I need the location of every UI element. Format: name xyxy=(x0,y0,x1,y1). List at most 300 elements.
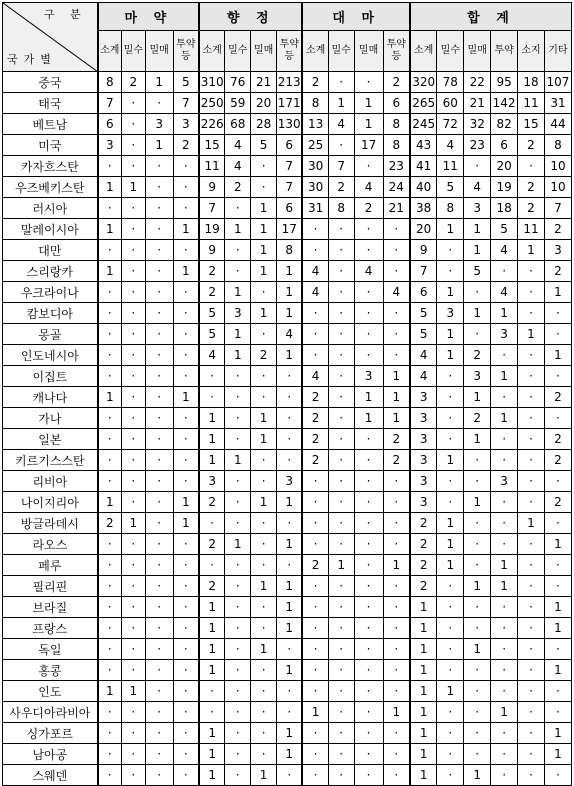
value-cell: · xyxy=(491,765,518,786)
value-cell: · xyxy=(251,681,277,702)
value-cell: · xyxy=(544,765,571,786)
value-cell: · xyxy=(145,492,173,513)
value-cell: 1 xyxy=(173,219,199,240)
value-cell: 1 xyxy=(251,429,277,450)
value-cell: 1 xyxy=(277,261,303,282)
value-cell: · xyxy=(121,408,145,429)
value-cell: 2 xyxy=(518,198,545,219)
value-cell: · xyxy=(121,534,145,555)
value-cell: · xyxy=(518,156,545,177)
value-cell: · xyxy=(251,702,277,723)
value-cell: · xyxy=(121,240,145,261)
value-cell: 2 xyxy=(518,135,545,156)
value-cell: 1 xyxy=(464,429,491,450)
value-cell: · xyxy=(302,471,328,492)
subcolumn-header: 소계 xyxy=(302,31,328,72)
country-name-cell: 사우디아라비아 xyxy=(3,702,98,723)
group-header-total: 합 계 xyxy=(410,3,572,31)
value-cell: · xyxy=(437,576,464,597)
value-cell: · xyxy=(251,471,277,492)
value-cell: 1 xyxy=(544,534,571,555)
value-cell: · xyxy=(98,576,122,597)
country-name-cell: 일본 xyxy=(3,429,98,450)
subcolumn-header: 소계 xyxy=(410,31,437,72)
table-row xyxy=(3,534,572,555)
value-cell: · xyxy=(328,639,354,660)
table-row xyxy=(3,492,572,513)
value-cell: · xyxy=(145,471,173,492)
value-cell: 1 xyxy=(464,576,491,597)
table-row xyxy=(3,93,572,114)
value-cell: 3 xyxy=(410,450,437,471)
country-name-cell: 대만 xyxy=(3,240,98,261)
value-cell: 3 xyxy=(410,429,437,450)
value-cell: · xyxy=(173,660,199,681)
value-cell: · xyxy=(491,723,518,744)
table-row xyxy=(3,450,572,471)
value-cell: 2 xyxy=(251,345,277,366)
value-cell: · xyxy=(173,555,199,576)
value-cell: 5 xyxy=(410,303,437,324)
value-cell: 24 xyxy=(383,177,410,198)
value-cell: · xyxy=(328,261,354,282)
value-cell: · xyxy=(145,345,173,366)
country-name-cell: 베트남 xyxy=(3,114,98,135)
value-cell: 20 xyxy=(251,93,277,114)
value-cell: · xyxy=(464,450,491,471)
value-cell: 1 xyxy=(98,219,122,240)
value-cell: · xyxy=(302,534,328,555)
value-cell: 1 xyxy=(437,513,464,534)
value-cell: 1 xyxy=(173,492,199,513)
value-cell: 1 xyxy=(199,765,225,786)
value-cell: · xyxy=(145,408,173,429)
value-cell: 2 xyxy=(302,72,328,93)
value-cell: · xyxy=(251,513,277,534)
value-cell: · xyxy=(98,597,122,618)
value-cell: 1 xyxy=(225,219,251,240)
value-cell: · xyxy=(98,156,122,177)
country-name-cell: 카자흐스탄 xyxy=(3,156,98,177)
value-cell: · xyxy=(173,744,199,765)
value-cell: · xyxy=(328,303,354,324)
value-cell: · xyxy=(302,765,328,786)
value-cell: · xyxy=(121,282,145,303)
value-cell: · xyxy=(145,723,173,744)
value-cell: · xyxy=(437,702,464,723)
value-cell: 76 xyxy=(225,72,251,93)
country-name-cell: 말레이시아 xyxy=(3,219,98,240)
value-cell: · xyxy=(354,639,383,660)
value-cell: 2 xyxy=(199,261,225,282)
value-cell: · xyxy=(225,387,251,408)
value-cell: · xyxy=(437,261,464,282)
value-cell: 2 xyxy=(410,576,437,597)
value-cell: · xyxy=(173,576,199,597)
value-cell: 1 xyxy=(145,72,173,93)
value-cell: · xyxy=(544,576,571,597)
value-cell: · xyxy=(251,660,277,681)
country-name-cell: 라오스 xyxy=(3,534,98,555)
value-cell: 265 xyxy=(410,93,437,114)
value-cell: · xyxy=(354,303,383,324)
value-cell: 1 xyxy=(437,282,464,303)
country-name-cell: 리비아 xyxy=(3,471,98,492)
value-cell: 23 xyxy=(464,135,491,156)
value-cell: · xyxy=(354,765,383,786)
value-cell: · xyxy=(518,450,545,471)
country-name-cell: 홍콩 xyxy=(3,660,98,681)
value-cell: 6 xyxy=(277,198,303,219)
value-cell: · xyxy=(145,450,173,471)
table-row xyxy=(3,261,572,282)
value-cell: · xyxy=(464,471,491,492)
value-cell: · xyxy=(145,324,173,345)
value-cell: · xyxy=(383,597,410,618)
value-cell: · xyxy=(328,72,354,93)
value-cell: 1 xyxy=(354,93,383,114)
value-cell: · xyxy=(518,618,545,639)
value-cell: 2 xyxy=(544,219,571,240)
value-cell: · xyxy=(491,681,518,702)
value-cell: · xyxy=(383,534,410,555)
value-cell: 1 xyxy=(98,387,122,408)
value-cell: 1 xyxy=(464,219,491,240)
value-cell: 1 xyxy=(277,576,303,597)
value-cell: · xyxy=(437,492,464,513)
value-cell: · xyxy=(544,366,571,387)
value-cell: · xyxy=(302,744,328,765)
value-cell: · xyxy=(145,282,173,303)
value-cell: · xyxy=(98,429,122,450)
value-cell: 2 xyxy=(173,135,199,156)
value-cell: · xyxy=(354,681,383,702)
value-cell: 1 xyxy=(225,282,251,303)
value-cell: 6 xyxy=(383,93,410,114)
value-cell: 30 xyxy=(302,177,328,198)
value-cell: · xyxy=(121,198,145,219)
value-cell: 4 xyxy=(199,345,225,366)
value-cell: · xyxy=(302,597,328,618)
value-cell: 17 xyxy=(354,135,383,156)
value-cell: 5 xyxy=(491,219,518,240)
value-cell: · xyxy=(437,240,464,261)
value-cell: · xyxy=(199,513,225,534)
value-cell: · xyxy=(121,702,145,723)
value-cell: · xyxy=(121,492,145,513)
value-cell: 1 xyxy=(251,492,277,513)
value-cell: 1 xyxy=(491,702,518,723)
value-cell: 4 xyxy=(464,177,491,198)
table-row xyxy=(3,177,572,198)
value-cell: · xyxy=(173,597,199,618)
value-cell: · xyxy=(121,450,145,471)
value-cell: 2 xyxy=(410,534,437,555)
value-cell: · xyxy=(302,660,328,681)
value-cell: · xyxy=(383,765,410,786)
value-cell: 3 xyxy=(464,366,491,387)
value-cell: 2 xyxy=(544,429,571,450)
value-cell: · xyxy=(383,492,410,513)
value-cell: · xyxy=(328,744,354,765)
value-cell: · xyxy=(328,366,354,387)
value-cell: · xyxy=(544,324,571,345)
value-cell: 41 xyxy=(410,156,437,177)
value-cell: · xyxy=(491,660,518,681)
country-name-cell: 스웨덴 xyxy=(3,765,98,786)
value-cell: 8 xyxy=(277,240,303,261)
value-cell: 4 xyxy=(225,135,251,156)
value-cell: · xyxy=(121,114,145,135)
value-cell: 130 xyxy=(277,114,303,135)
value-cell: 1 xyxy=(199,723,225,744)
value-cell: 13 xyxy=(302,114,328,135)
value-cell: · xyxy=(145,156,173,177)
value-cell: 11 xyxy=(518,219,545,240)
value-cell: · xyxy=(145,93,173,114)
value-cell: 1 xyxy=(410,618,437,639)
value-cell: · xyxy=(518,408,545,429)
value-cell: 226 xyxy=(199,114,225,135)
country-name-cell: 미국 xyxy=(3,135,98,156)
value-cell: 23 xyxy=(383,156,410,177)
value-cell: · xyxy=(98,198,122,219)
subcolumn-header: 투약 xyxy=(491,31,518,72)
value-cell: 7 xyxy=(199,198,225,219)
table-row xyxy=(3,408,572,429)
value-cell: · xyxy=(145,681,173,702)
table-row xyxy=(3,471,572,492)
value-cell: · xyxy=(437,597,464,618)
value-cell: 1 xyxy=(544,744,571,765)
value-cell: 1 xyxy=(328,93,354,114)
value-cell: 4 xyxy=(410,366,437,387)
value-cell: 1 xyxy=(225,450,251,471)
value-cell: 1 xyxy=(491,303,518,324)
value-cell: · xyxy=(328,324,354,345)
value-cell: 1 xyxy=(544,723,571,744)
value-cell: · xyxy=(328,240,354,261)
value-cell: · xyxy=(225,639,251,660)
value-cell: · xyxy=(464,618,491,639)
value-cell: 30 xyxy=(302,156,328,177)
value-cell: · xyxy=(277,450,303,471)
value-cell: · xyxy=(518,681,545,702)
value-cell: 250 xyxy=(199,93,225,114)
value-cell: 43 xyxy=(410,135,437,156)
value-cell: 4 xyxy=(491,240,518,261)
value-cell: 4 xyxy=(225,156,251,177)
value-cell: 9 xyxy=(199,240,225,261)
value-cell: 8 xyxy=(302,93,328,114)
country-name-cell: 브라질 xyxy=(3,597,98,618)
subcolumn-header: 소계 xyxy=(98,31,122,72)
value-cell: · xyxy=(173,345,199,366)
table-row xyxy=(3,387,572,408)
value-cell: 7 xyxy=(410,261,437,282)
value-cell: · xyxy=(277,429,303,450)
table-row xyxy=(3,366,572,387)
group-header-psychotropics: 향 정 xyxy=(199,3,302,31)
country-name-cell: 인도 xyxy=(3,681,98,702)
value-cell: · xyxy=(145,576,173,597)
value-cell: 5 xyxy=(251,135,277,156)
value-cell: · xyxy=(121,261,145,282)
value-cell: 5 xyxy=(464,261,491,282)
value-cell: 21 xyxy=(464,93,491,114)
value-cell: 20 xyxy=(491,156,518,177)
value-cell: · xyxy=(277,555,303,576)
table-row xyxy=(3,681,572,702)
table-row xyxy=(3,303,572,324)
value-cell: · xyxy=(383,639,410,660)
value-cell: · xyxy=(251,723,277,744)
country-name-cell: 독일 xyxy=(3,639,98,660)
value-cell: 2 xyxy=(544,387,571,408)
value-cell: · xyxy=(328,660,354,681)
value-cell: 2 xyxy=(302,408,328,429)
country-name-cell: 방글라데시 xyxy=(3,513,98,534)
value-cell: 1 xyxy=(437,681,464,702)
value-cell: · xyxy=(464,282,491,303)
value-cell: · xyxy=(145,387,173,408)
value-cell: · xyxy=(302,639,328,660)
value-cell: 4 xyxy=(302,366,328,387)
value-cell: · xyxy=(121,597,145,618)
value-cell: · xyxy=(328,597,354,618)
value-cell: · xyxy=(464,324,491,345)
value-cell: 1 xyxy=(199,450,225,471)
value-cell: · xyxy=(328,345,354,366)
value-cell: 11 xyxy=(518,93,545,114)
value-cell: · xyxy=(121,219,145,240)
value-cell: 1 xyxy=(277,723,303,744)
value-cell: · xyxy=(98,723,122,744)
value-cell: · xyxy=(121,576,145,597)
value-cell: · xyxy=(98,366,122,387)
value-cell: · xyxy=(121,387,145,408)
country-name-cell: 나이지리아 xyxy=(3,492,98,513)
value-cell: 4 xyxy=(277,324,303,345)
value-cell: · xyxy=(145,765,173,786)
table-row xyxy=(3,219,572,240)
value-cell: · xyxy=(544,513,571,534)
value-cell: 4 xyxy=(491,282,518,303)
value-cell: · xyxy=(121,618,145,639)
value-cell: 8 xyxy=(328,198,354,219)
value-cell: 1 xyxy=(544,345,571,366)
value-cell: 1 xyxy=(410,723,437,744)
value-cell: · xyxy=(383,723,410,744)
value-cell: · xyxy=(354,492,383,513)
value-cell: 2 xyxy=(544,261,571,282)
value-cell: · xyxy=(145,660,173,681)
value-cell: · xyxy=(518,261,545,282)
value-cell: 31 xyxy=(302,198,328,219)
value-cell: · xyxy=(225,555,251,576)
value-cell: · xyxy=(145,366,173,387)
value-cell: · xyxy=(173,702,199,723)
value-cell: · xyxy=(383,303,410,324)
value-cell: 1 xyxy=(251,408,277,429)
table-row xyxy=(3,198,572,219)
value-cell: · xyxy=(437,387,464,408)
value-cell: 31 xyxy=(544,93,571,114)
value-cell: 18 xyxy=(491,198,518,219)
value-cell: 1 xyxy=(518,513,545,534)
value-cell: · xyxy=(121,366,145,387)
value-cell: 5 xyxy=(199,303,225,324)
value-cell: 3 xyxy=(410,408,437,429)
value-cell: · xyxy=(544,555,571,576)
value-cell: · xyxy=(98,408,122,429)
value-cell: 1 xyxy=(437,450,464,471)
country-name-cell: 태국 xyxy=(3,93,98,114)
value-cell: 1 xyxy=(518,324,545,345)
value-cell: · xyxy=(121,744,145,765)
value-cell: · xyxy=(121,156,145,177)
value-cell: · xyxy=(518,660,545,681)
subcolumn-header: 밀수 xyxy=(225,31,251,72)
value-cell: 1 xyxy=(199,660,225,681)
value-cell: 10 xyxy=(544,156,571,177)
value-cell: 19 xyxy=(199,219,225,240)
value-cell: · xyxy=(98,660,122,681)
value-cell: 2 xyxy=(518,177,545,198)
value-cell: · xyxy=(251,744,277,765)
value-cell: 1 xyxy=(199,597,225,618)
value-cell: 1 xyxy=(277,345,303,366)
header-group-row xyxy=(3,3,572,31)
value-cell: 1 xyxy=(410,765,437,786)
table-row xyxy=(3,723,572,744)
value-cell: · xyxy=(328,135,354,156)
value-cell: · xyxy=(437,765,464,786)
table-row xyxy=(3,744,572,765)
value-cell: · xyxy=(98,240,122,261)
value-cell: · xyxy=(354,576,383,597)
corner-bottom-label: 국가별 xyxy=(7,53,57,66)
table-row xyxy=(3,72,572,93)
value-cell: 171 xyxy=(277,93,303,114)
value-cell: · xyxy=(491,597,518,618)
value-cell: · xyxy=(173,324,199,345)
value-cell: 1 xyxy=(464,765,491,786)
value-cell: · xyxy=(354,555,383,576)
value-cell: · xyxy=(121,324,145,345)
value-cell: 5 xyxy=(437,177,464,198)
value-cell: 3 xyxy=(544,240,571,261)
value-cell: 1 xyxy=(518,240,545,261)
value-cell: · xyxy=(437,366,464,387)
value-cell: · xyxy=(328,576,354,597)
value-cell: 2 xyxy=(199,492,225,513)
value-cell: · xyxy=(518,765,545,786)
value-cell: · xyxy=(121,429,145,450)
country-name-cell: 프랑스 xyxy=(3,618,98,639)
value-cell: · xyxy=(225,618,251,639)
value-cell: 59 xyxy=(225,93,251,114)
value-cell: 9 xyxy=(410,240,437,261)
value-cell: 1 xyxy=(251,261,277,282)
value-cell: 25 xyxy=(302,135,328,156)
value-cell: · xyxy=(354,72,383,93)
value-cell: 2 xyxy=(383,429,410,450)
value-cell: · xyxy=(354,282,383,303)
value-cell: 8 xyxy=(437,198,464,219)
value-cell: · xyxy=(225,429,251,450)
value-cell: 15 xyxy=(518,114,545,135)
